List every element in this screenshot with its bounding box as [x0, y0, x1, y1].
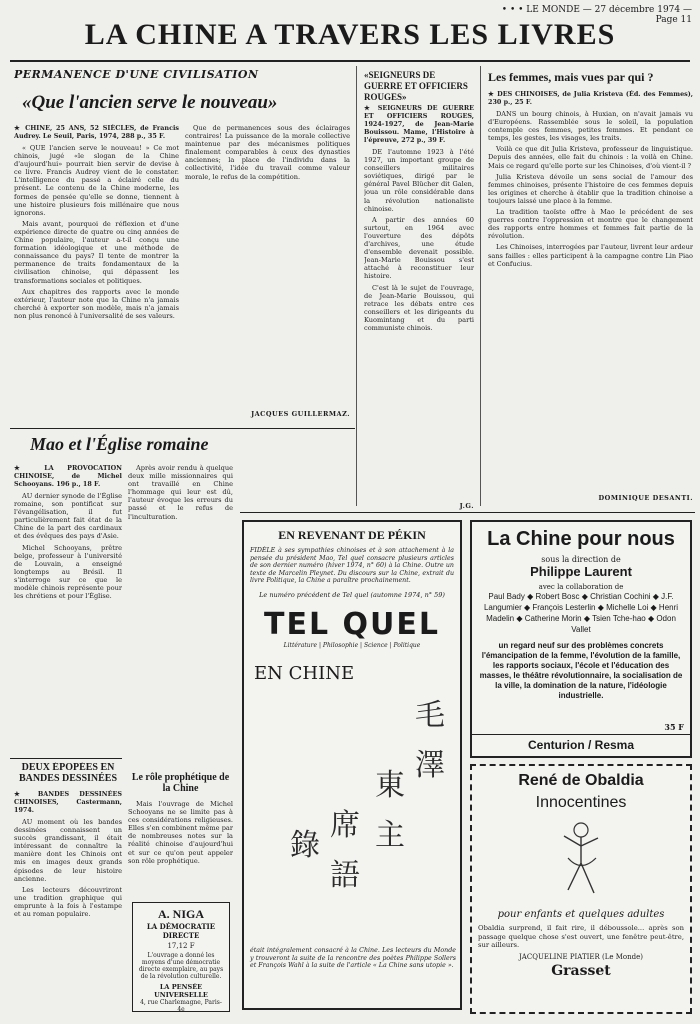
page-masthead: • • • LE MONDE — 27 décembre 1974 — Page 11 — [501, 5, 692, 25]
niga-address: 4, rue Charlemagne, Paris-4e — [140, 999, 222, 1012]
calligraphy-char: 東 — [375, 768, 405, 803]
femmes-title: Les femmes, mais vues par qui ? — [488, 70, 654, 84]
calligraphy-char: 語 — [330, 858, 360, 893]
page-headline: LA CHINE A TRAVERS LES LIVRES — [84, 18, 616, 51]
pekin-subtitle: EN CHINE — [254, 662, 355, 684]
mao-title: Mao et l'Église romaine — [30, 434, 209, 454]
seigneurs-paragraph: C'est là le sujet de l'ouvrage, de Jean-Marie Bouissou, qui retrace les débats entre ces conseillers et les dirigeants du Kuomintang et du parti communiste chinois. — [364, 283, 474, 332]
calligraphy-char: 席 — [330, 808, 360, 843]
obaldia-ad[interactable] — [470, 764, 692, 1014]
main-biblio: ★ CHINE, 25 ANS, 52 SIÈCLES, de Francis Audrey. Le Seuil, Paris, 1974, 288 p., 35 F. — [14, 124, 179, 140]
niga-subtitle: LA DÉMOCRATIE DIRECTE — [146, 922, 216, 940]
mao-paragraph: AU dernier synode de l'Église romaine, son pontificat sur l'évangélisation, il fut particulièrement fait état de la Chine de la part des cardinaux et des évêques des pays d'Asie. — [14, 492, 122, 541]
mao-paragraph: Après avoir rendu à quelque deux mille missionnaires qui ont travaillé en Chine l'hommage qui leur est dû, l'auteur évoque les erreurs du passé et le refus de l'inculturation. — [128, 464, 233, 521]
collaborators: Paul Bady ◆ Robert Bosc ◆ Christian Cochini ◆ J.F. Langumier ◆ François Lesterlin ◆ Michelle Loi ◆ Henri Madelin ◆ Catherine Morin ◆ Tsien Tche-hao ◆ Odon Vallet — [483, 592, 679, 634]
femmes-paragraph: Voilà ce que dit Julia Kristeva, professeur de linguistique. Depuis des années, elle fait du chinois : la voilà en Chine. Mais ce regard qu'elle porte sur les Chinoises, d'où vient-il ? — [488, 145, 693, 170]
column-divider — [480, 66, 481, 506]
comics-title: DEUX ÉPOPÉES EN BANDES DESSINÉES — [18, 762, 118, 784]
chine-pour-nous-ad[interactable] — [470, 520, 692, 758]
obaldia-subtitle: pour enfants et quelques adultes — [497, 909, 665, 920]
niga-ad[interactable] — [132, 902, 230, 1012]
seigneurs-paragraph: DE l'automne 1923 à l'été 1927, un important groupe de conseillers militaires soviétiques, dirigé par le général Pavel Blücher dit Galen, joua un rôle considérable dans la révolution nationaliste chinoise. — [364, 148, 474, 213]
pekin-notice: Le numéro précédent de Tel quel (automne 1974, n° 59) — [259, 590, 445, 599]
direction-label: sous la direction de — [541, 555, 621, 564]
mao-paragraph: Michel Schooyans, prêtre belge, professeur à l'université de Louvain, a enseigné longtemps au Brésil. Il s'interroge sur ce que le modèle chinois représente pour les chrétiens et pour l'Église. — [14, 543, 122, 601]
femmes-paragraph: Julia Kristeva dévoile un sens social de l'amour des femmes chinoises, présente l'histoire de ces femmes depuis les origines et cherche à établir que la tradition chinoise a toujours laissé une place à la femme. — [488, 172, 693, 205]
obaldia-blurb: Obaldia surprend, il fait rire, il déboussole... après son passage quelque chose s'est ouvert, une fenêtre peut-être, sur ailleurs. — [478, 924, 684, 949]
pekin-title: EN REVENANT DE PÉKIN — [278, 528, 426, 542]
obaldia-publisher: Grasset — [551, 962, 611, 979]
femmes-paragraph: DANS un bourg chinois, à Huxian, on n'avait jamais vu d'Européens. Rassemblée sous le soleil, la population contemple ces femmes, petites femmes. Et pendant ce temps, les gestes, les visages, les traits. — [488, 110, 693, 143]
seigneurs-biblio: ★ SEIGNEURS DE GUERRE ET OFFICIERS ROUGES, 1924-1927, de Jean-Marie Bouissou. Mame, l'Histoire à l'épreuve, 272 p., 39 F. — [364, 104, 474, 144]
mao-article-col-1 — [14, 464, 122, 754]
niga-title: A. NIGA — [157, 907, 204, 921]
niga-publisher: LA PENSÉE UNIVERSELLE — [154, 983, 208, 999]
niga-body: L'ouvrage a donné les moyens d'une démocratie directe exemplaire, au pays de la révolution culturelle. — [138, 952, 224, 980]
collab-label: avec la collaboration de — [538, 583, 624, 591]
section-rule — [10, 428, 355, 429]
main-paragraph: « QUE l'ancien serve le nouveau! » Ce mot chinois, jugé «le slogan de la Chine d'aujourd'hui» pourrait bien servir de devise à ce livre. Francis Audrey vient de le constater. L'intelligence du passé a éclairé celle du présent. Le contenu de la Chine moderne, les formes de pensée qu'elle se donne, tiennent à une histoire plusieurs fois millénaire que nous ignorons. — [14, 144, 179, 217]
pekin-intro: FIDÈLE à ses sympathies chinoises et à son attachement à la pensée du président Mao, Tel quel consacre plusieurs articles de son dernier numéro (hiver 1974, n° 60) à la Chine. Outre un texte de Marcelin Pleynet. Du discours sur la Chine, extrait du livre Politique, la Chine a paraître prochainement. — [250, 547, 454, 585]
chine-pour-nous-publisher: Centurion / Resma — [472, 734, 690, 752]
pekin-footer: était intégralement consacré à la Chine. Les lecteurs du Monde y trouveront la suite de la rencontre des poètes Philippe Sollers et François Wahl à la suite de l'article « La Chine sans utopie ». — [250, 947, 456, 970]
main-paragraph: Que de permanences sous des éclairages contraires! La puissance de la morale collective maintenue par des mécanismes politiques finalement comparables à ceux des dynasties anciennes; la place de l'individu dans la collectivité, l'idée du travail comme valeur morale, le refus de la compétition. — [185, 124, 350, 181]
obaldia-author: René de Obaldia — [518, 772, 644, 789]
main-paragraph: Mais avant, pourquoi de réflexion et d'une expérience directe de quatre ou cinq années de Chine populaire, l'auteur a-t-il conçu une formation idéologique et une méthode de connaissance du pays? Il tente de montrer la permanence de traits fondamentaux de la civilisation chinoise, qui dépassent les transformations sociales et politiques. — [14, 219, 179, 285]
mao-article-col-2 — [128, 464, 233, 754]
calligraphy-char: 澤 — [415, 748, 445, 783]
section-rule — [240, 512, 695, 513]
comics-article — [14, 790, 122, 1015]
headline-rule — [10, 60, 690, 62]
obaldia-book-title: Innocentines — [535, 794, 627, 811]
femmes-paragraph: La tradition taoïste offre à Mao le précédent de ses guerres contre l'oppression et montre que le changement des rapports entre hommes et femmes fait partie de la révolution. — [488, 208, 693, 241]
comics-paragraph: AU moment où les bandes dessinées connaissent un succès grandissant, il était intéressant de connaître la manière dont les Chinois ont mis en images deux grands épisodes de leur histoire ancienne. — [14, 818, 122, 883]
calligraphy-char: 毛 — [415, 698, 445, 733]
mao-biblio: ★ LA PROVOCATION CHINOISE, de Michel Schooyans. 196 p., 18 F. — [14, 464, 122, 488]
seigneurs-title: «SEIGNEURS DE GUERRE ET OFFICIERS ROUGES» — [364, 70, 468, 102]
femmes-paragraph: Les Chinoises, interrogées par l'auteur, livrent leur ardeur sans failles : elles participent à la campagne contre Lin Piao et Confucius. — [488, 243, 693, 268]
main-title: «Que l'ancien serve le nouveau» — [22, 92, 278, 113]
obaldia-critic: JACQUELINE PIATIER (Le Monde) — [518, 952, 644, 961]
chine-pour-nous-title: La Chine pour nous — [487, 528, 675, 550]
mao-subhead-body — [128, 800, 233, 895]
seigneurs-article — [364, 104, 474, 499]
comics-paragraph: Les lecteurs découvriront une tradition graphique qui emprunte à la fois à l'estampe et au roman populaire. — [14, 885, 122, 919]
main-paragraph: Aux chapitres des rapports avec le monde extérieur, l'auteur note que la Chine n'a jamais cherché à exporter son modèle, mais n'a jamais non plus renoncé à l'universalité de ses valeurs. — [14, 287, 179, 320]
column-divider — [356, 66, 357, 506]
niga-price: 17,12 F — [167, 942, 195, 950]
femmes-biblio: ★ DES CHINOISES, de Julia Kristeva (Éd. des Femmes), 230 p., 25 F. — [488, 90, 693, 106]
tel-quel-tagline: Littérature | Philosophie | Science | Politique — [283, 641, 421, 649]
comics-biblio: ★ BANDES DESSINÉES CHINOISES, Castermann, 1974. — [14, 790, 122, 814]
main-article-col-2 — [185, 124, 350, 406]
mao-subhead-paragraph: Mais l'ouvrage de Michel Schooyans ne se limite pas à ces considérations religieuses. Elles s'en combinent même par de nombreuses notes sur la réalité chinoise d'aujourd'hui et sur ce qu'on peut appeler son rôle prophétique. — [128, 800, 233, 865]
tel-quel-logo: TEL QUEL — [264, 606, 440, 642]
chine-pour-nous-pitch: un regard neuf sur des problèmes concrets l'émancipation de la femme, l'évolution de la famille, les rapports sociaux, l'école et l'éducation des masses, le théâtre révolutionnaire, la socialisation de la ville, la domination de la nature, l'idéologie industrielle. — [479, 641, 683, 700]
seigneurs-paragraph: A partir des années 60 surtout, en 1964 avec l'ouverture des dépôts d'archives, une étude d'ensemble devenait possible. Jean-Marie Bouissou s'est attaché à reconstituer leur histoire. — [364, 215, 474, 281]
femmes-signature: DOMINIQUE DESANTI. — [598, 494, 693, 502]
chine-pour-nous-price: 35 F — [664, 722, 684, 732]
main-article-col-1 — [14, 124, 179, 422]
mao-subhead: Le rôle prophétique de la Chine — [131, 772, 230, 794]
main-kicker: PERMANENCE D'UNE CIVILISATION — [14, 68, 259, 81]
calligraphy-char: 錄 — [290, 828, 320, 863]
femmes-article — [488, 90, 693, 490]
section-rule — [10, 758, 122, 759]
main-signature: JACQUES GUILLERMAZ. — [251, 410, 350, 418]
seigneurs-signature: J.G. — [459, 502, 474, 510]
director-name: Philippe Laurent — [530, 564, 632, 579]
ballerina-illustration-icon — [546, 818, 616, 903]
calligraphy-char: 主 — [375, 818, 405, 853]
